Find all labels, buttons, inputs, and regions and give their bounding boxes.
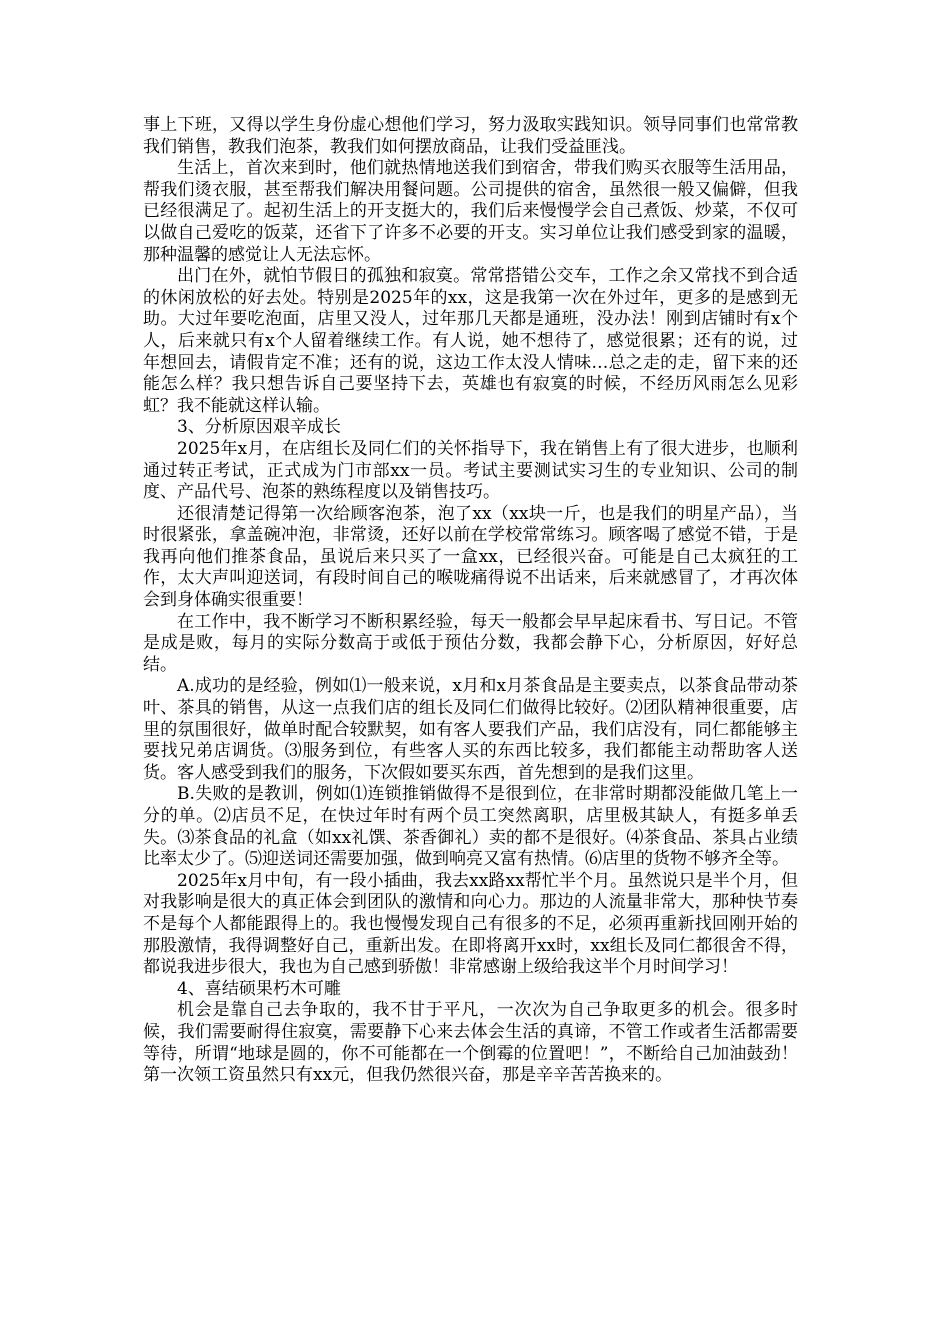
paragraph-1: 事上下班，又得以学生身份虚心想他们学习，努力汲取实践知识。领导同事们也常常教我们销售，教我们泡茶，教我们如何摆放商品，让我们受益匪浅。 <box>143 115 798 157</box>
paragraph-3: 出门在外，就怕节假日的孤独和寂寞。常常搭错公交车，工作之余又常找不到合适的休闲放松的好去处。特别是2025年的xx，这是我第一次在外过年，更多的是感到无助。大过年要吃泡面，店里又没人，过年那几天都是通班，没办法！刚到店铺时有x个人，后来就只有x个人留着继续工作。有人说，她不想待了，感觉很累；还有的说，过年想回去，请假肯定不准；还有的说，这边工作太没人情味…总之走的走，留下来的还能怎么样？我只想告诉自己要坚持下去，英雄也有寂寞的时候，不经历风雨怎么见彩虹？我不能就这样认输。 <box>143 266 798 416</box>
paragraph-success: A.成功的是经验，例如⑴一般来说，x月和x月茶食品是主要卖点，以茶食品带动茶叶、茶具的销售，从这一点我们店的组长及同仁们做得比较好。⑵团队精神很重要，店里的氛围很好，做单时配合较默契，如有客人要我们产品，我们店没有，同仁都能够主要找兄弟店调货。⑶服务到位，有些客人买的东西比较多，我们都能主动帮助客人送货。客人感受到我们的服务，下次假如要买东西，首先想到的是我们这里。 <box>143 676 798 783</box>
paragraph-6: 还很清楚记得第一次给顾客泡茶，泡了xx（xx块一斤，也是我们的明星产品），当时很紧张，拿盖碗冲泡，非常烫，还好以前在学校常常练习。顾客喝了感觉不错，于是我再向他们推茶食品，虽说后来只买了一盒xx，已经很兴奋。可能是自己太疯狂的工作，太大声叫迎送词，有段时间自己的喉咙痛得说不出话来，后来就感冒了，才再次体会到身体确实很重要！ <box>143 503 798 611</box>
paragraph-2: 生活上，首次来到时，他们就热情地送我们到宿舍，带我们购买衣服等生活用品，帮我们烫衣服，甚至帮我们解决用餐问题。公司提供的宿舍，虽然很一般又偏僻，但我已经很满足了。起初生活上的开支挺大的，我们后来慢慢学会自己煮饭、炒菜，不仅可以做自己爱吃的饭菜，还省下了许多不必要的开支。实习单位让我们感受到家的温暖，那种温馨的感觉让人无法忘怀。 <box>143 158 798 265</box>
document-body <box>143 115 798 1087</box>
paragraph-failure: B.失败的是教训，例如⑴连锁推销做得不是很到位，在非常时期都没能做几笔上一分的单。⑵店员不足，在快过年时有两个员工突然离职，店里极其缺人，有挺多单丢失。⑶茶食品的礼盒（如xx礼馔、茶香御礼）卖的都不是很好。⑷茶食品、茶具占业绩比率太少了。⑸迎送词还需要加强，做到响亮又富有热情。⑹店里的货物不够齐全等。 <box>143 784 798 870</box>
paragraph-12: 机会是靠自己去争取的，我不甘于平凡，一次次为自己争取更多的机会。很多时候，我们需要耐得住寂寞，需要静下心来去体会生活的真谛，不管工作或者生活都需要等待，所谓“地球是圆的，你不可能都在一个倒霉的位置吧！”，不断给自己加油鼓劲！第一次领工资虽然只有xx元，但我仍然很兴奋，那是辛辛苦苦换来的。 <box>143 1000 798 1086</box>
paragraph-10: 2025年x月中旬，有一段小插曲，我去xx路xx帮忙半个月。虽然说只是半个月，但对我影响是很大的真正体会到团队的激情和向心力。那边的人流量非常大，那种快节奏不是每个人都能跟得上的。我也慢慢发现自己有很多的不足，必须再重新找回刚开始的那股激情，我得调整好自己，重新出发。在即将离开xx时，xx组长及同仁都很舍不得，都说我进步很大，我也为自己感到骄傲！非常感谢上级给我这半个月时间学习！ <box>143 870 798 978</box>
paragraph-7: 在工作中，我不断学习不断积累经验，每天一般都会早早起床看书、写日记。不管是成是败，每月的实际分数高于或低于预估分数，我都会静下心，分析原因，好好总结。 <box>143 611 798 675</box>
paragraph-5: 2025年x月，在店组长及同仁们的关怀指导下，我在销售上有了很大进步，也顺利通过转正考试，正式成为门市部xx一员。考试主要测试实习生的专业知识、公司的制度、产品代号、泡茶的熟练程度以及销售技巧。 <box>143 438 798 503</box>
section-heading-4: 4、喜结硕果朽木可雕 <box>177 978 341 999</box>
section-heading-3: 3、分析原因艰辛成长 <box>177 417 341 438</box>
